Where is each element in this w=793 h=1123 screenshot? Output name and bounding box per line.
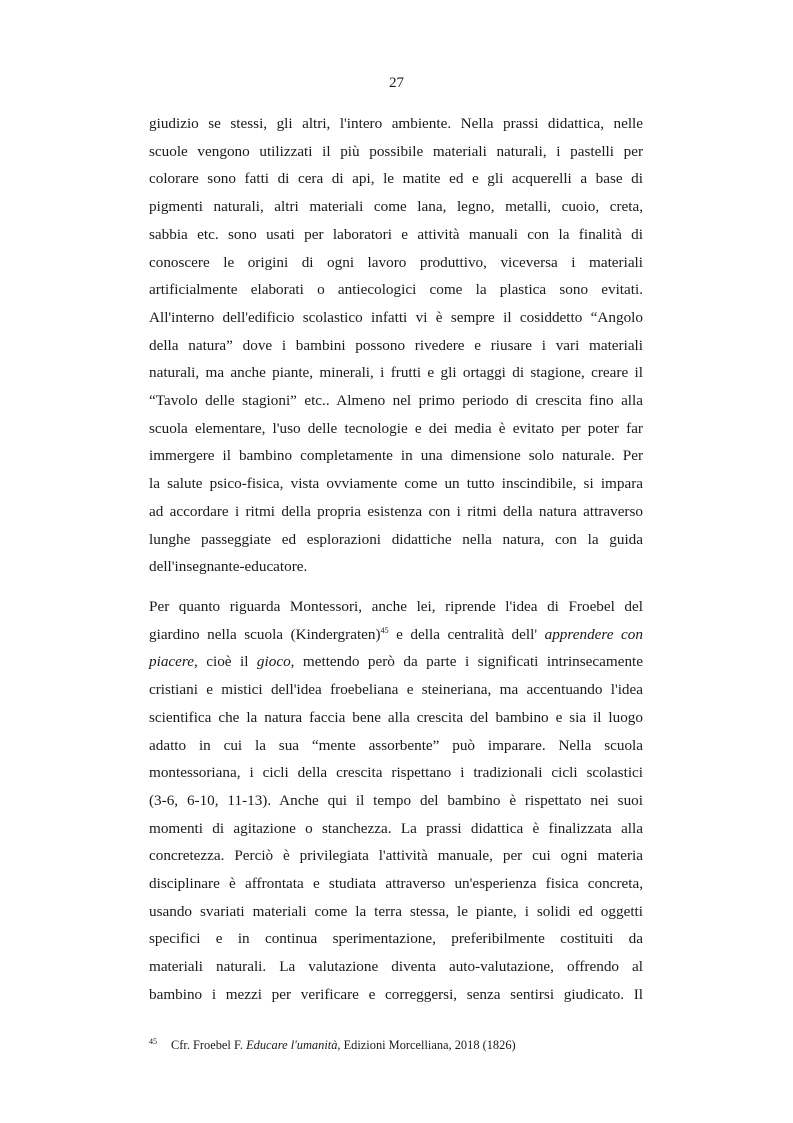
text-line: la salute psico-fisica, vista ovviamente come un tutto inscindibile, si impara bbox=[149, 475, 643, 493]
text-line: All'interno dell'edificio scolastico infatti vi è sempre il cosiddetto “Angolo bbox=[149, 308, 643, 326]
text-line: sabbia etc. sono usati per laboratori e attività manuali con la finalità di bbox=[149, 225, 643, 243]
text-line: scuola elementare, l'uso delle tecnologie e dei media è evitato per poter far bbox=[149, 419, 643, 437]
footnote-title: Educare l'umanità bbox=[246, 1038, 338, 1052]
text-line: montessoriana, i cicli della crescita rispettano i tradizionali cicli scolastici bbox=[149, 764, 643, 782]
footnote bbox=[149, 1034, 643, 1053]
text-line: (3-6, 6-10, 11-13). Anche qui il tempo del bambino è rispettato nei suoi bbox=[149, 791, 643, 809]
text-line: giudizio se stessi, gli altri, l'intero ambiente. Nella prassi didattica, nelle bbox=[149, 115, 643, 132]
footnote-number: 45 bbox=[149, 1037, 157, 1046]
text-segment: , mettendo però da parte i significati intrinsecamente bbox=[290, 653, 644, 671]
footnote-reference[interactable]: 45 bbox=[380, 625, 389, 635]
text-line bbox=[149, 648, 643, 676]
text-line: adatto in cui la sua “mente assorbente” può imparare. Nella scuola bbox=[149, 736, 643, 754]
italic-phrase: gioco bbox=[256, 653, 291, 671]
page-number: 27 bbox=[389, 75, 404, 91]
text-line: bambino i mezzi per verificare e correggersi, senza sentirsi giudicato. Il bbox=[149, 985, 643, 1003]
paragraph-1 bbox=[149, 110, 643, 581]
text-line: scientifica che la natura faccia bene alla crescita del bambino e sia il luogo bbox=[149, 708, 643, 726]
paragraph-2 bbox=[149, 593, 643, 1009]
footnote-text: Cfr. Froebel F. bbox=[171, 1038, 247, 1052]
text-line: scuole vengono utilizzati il più possibile materiali naturali, i pastelli per bbox=[149, 142, 643, 160]
text-segment: e della centralità dell' bbox=[388, 625, 545, 643]
text-line: specifici e in continua sperimentazione, preferibilmente costituiti da bbox=[149, 930, 643, 948]
text-line: “Tavolo delle stagioni” etc.. Almeno nel primo periodo di crescita fino alla bbox=[149, 392, 643, 410]
text-line: Per quanto riguarda Montessori, anche lei, riprende l'idea di Froebel del bbox=[149, 598, 643, 615]
text-line bbox=[149, 621, 643, 649]
italic-phrase: apprendere con bbox=[544, 625, 643, 643]
text-line: artificialmente elaborati o antiecologici come la plastica sono evitati. bbox=[149, 281, 643, 299]
italic-phrase: piacere bbox=[149, 653, 194, 671]
text-line: materiali naturali. La valutazione diventa auto-valutazione, offrendo al bbox=[149, 958, 643, 976]
text-line: usando svariati materiali come la terra stessa, le piante, i solidi ed oggetti bbox=[149, 902, 643, 920]
text-line: naturali, ma anche piante, minerali, i frutti e gli ortaggi di stagione, creare il bbox=[149, 364, 643, 382]
text-line: immergere il bambino completamente in una dimensione solo naturale. Per bbox=[149, 447, 643, 465]
text-line: della natura” dove i bambini possono rivedere e riusare i vari materiali bbox=[149, 336, 643, 354]
text-line: disciplinare è affrontata e studiata attraverso un'esperienza fisica concreta, bbox=[149, 875, 643, 893]
text-line: concretezza. Perciò è privilegiata l'attività manuale, per cui ogni materia bbox=[149, 847, 643, 865]
text-line: pigmenti naturali, altri materiali come lana, legno, metalli, cuoio, creta, bbox=[149, 198, 643, 216]
text-line: momenti di agitazione o stanchezza. La prassi didattica è finalizzata alla bbox=[149, 819, 643, 837]
text-line: conoscere le origini di ogni lavoro produttivo, viceversa i materiali bbox=[149, 253, 643, 271]
text-line: lunghe passeggiate ed esplorazioni didattiche nella natura, con la guida bbox=[149, 530, 643, 548]
text-line: ad accordare i ritmi della propria esistenza con i ritmi della natura attraverso bbox=[149, 502, 643, 520]
footnote-text: , Edizioni Morcelliana, 2018 (1826) bbox=[337, 1038, 516, 1052]
text-line: colorare sono fatti di cera di api, le matite ed e gli acquerelli a base di bbox=[149, 170, 643, 188]
text-line: cristiani e mistici dell'idea froebeliana e steineriana, ma accentuando l'idea bbox=[149, 681, 643, 699]
text-line: dell'insegnante-educatore. bbox=[149, 558, 308, 576]
text-segment: , cioè il bbox=[193, 653, 257, 671]
text-segment: giardino nella scuola (Kindergraten) bbox=[149, 625, 381, 643]
